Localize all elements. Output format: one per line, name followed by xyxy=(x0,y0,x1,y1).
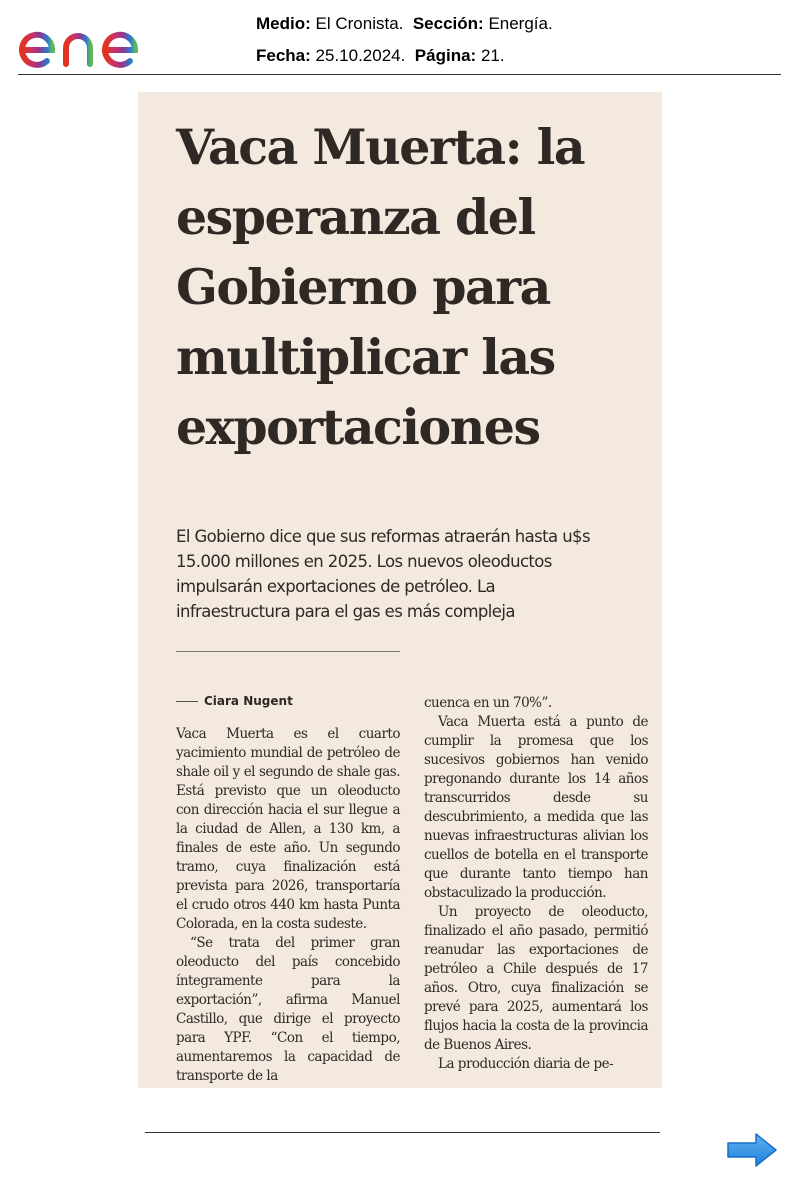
article-lead: El Gobierno dice que sus reformas atraerán hasta u$s 15.000 millones en 2025. Los nuevos oleoductos impulsarán exportaciones de petróleo. La infraestructura para el gas es más compleja xyxy=(176,527,590,621)
seccion-value: Energía. xyxy=(488,14,553,33)
meta-line-1 xyxy=(256,8,553,40)
pagina-value: 21. xyxy=(480,46,505,65)
body-paragraph: Vaca Muerta está a punto de cumplir la promesa que los sucesivos gobiernos han venido pregonando durante los 14 años transcurridos desde su descubrimiento, a medida que las nuevas infraestructuras alivian los cuellos de botella en el transporte que durante tanto tiempo han obstaculizado la producción. xyxy=(424,714,648,901)
body-paragraph: cuenca en un 70%”. xyxy=(424,695,552,711)
byline xyxy=(176,694,293,708)
body-paragraph: Vaca Muerta es el cuarto yacimiento mundial de petróleo de shale oil y el segundo de shale gas. Está previsto que un oleoducto con dirección hacia el sur llegue a la ciudad de Allen, a 130 km, a finales de este año. Un segundo tramo, cuya finalización está prevista para 2026, transportaría el crudo otros 440 km hasta Punta Colorada, en la costa sudeste. xyxy=(176,726,400,932)
newspaper-clipping xyxy=(138,92,662,1088)
seccion-label: Sección: xyxy=(412,14,484,33)
byline-dash xyxy=(176,701,198,702)
header-divider xyxy=(18,74,781,75)
medio-value: El Cronista. xyxy=(315,14,404,33)
body-paragraph: Un proyecto de oleoducto, finalizado el año pasado, permitió reanudar las exportaciones de petróleo a Chile después de 17 años. Otro, cuya finalización se prevé para 2025, aumentará los flujos hacia la costa de la provincia de Buenos Aires. xyxy=(424,904,648,1053)
medio-label: Medio: xyxy=(256,14,311,33)
arrow-right-icon[interactable] xyxy=(726,1132,778,1168)
fecha-value: 25.10.2024. xyxy=(315,46,406,65)
article-headline: Vaca Muerta: la esperanza del Gobierno para multiplicar las exportaciones xyxy=(176,118,585,456)
author-name: Ciara Nugent xyxy=(204,694,293,708)
body-paragraph: “Se trata del primer gran oleoducto del país concebido íntegramente para la exportación”, afirma Manuel Castillo, que dirige el proyecto para YPF. “Con el tiempo, aumentaremos la capacidad de transporte de la xyxy=(176,935,400,1084)
footer-divider xyxy=(145,1132,660,1133)
body-paragraph: La producción diaria de pe- xyxy=(438,1056,614,1072)
enel-logo xyxy=(16,6,181,70)
press-clipping-metadata xyxy=(256,8,553,72)
meta-line-2 xyxy=(256,40,553,72)
fecha-label: Fecha: xyxy=(256,46,311,65)
article-column-right xyxy=(424,694,648,1074)
pagina-label: Página: xyxy=(414,46,477,65)
article-column-left xyxy=(176,725,400,1086)
lead-divider xyxy=(176,651,400,652)
